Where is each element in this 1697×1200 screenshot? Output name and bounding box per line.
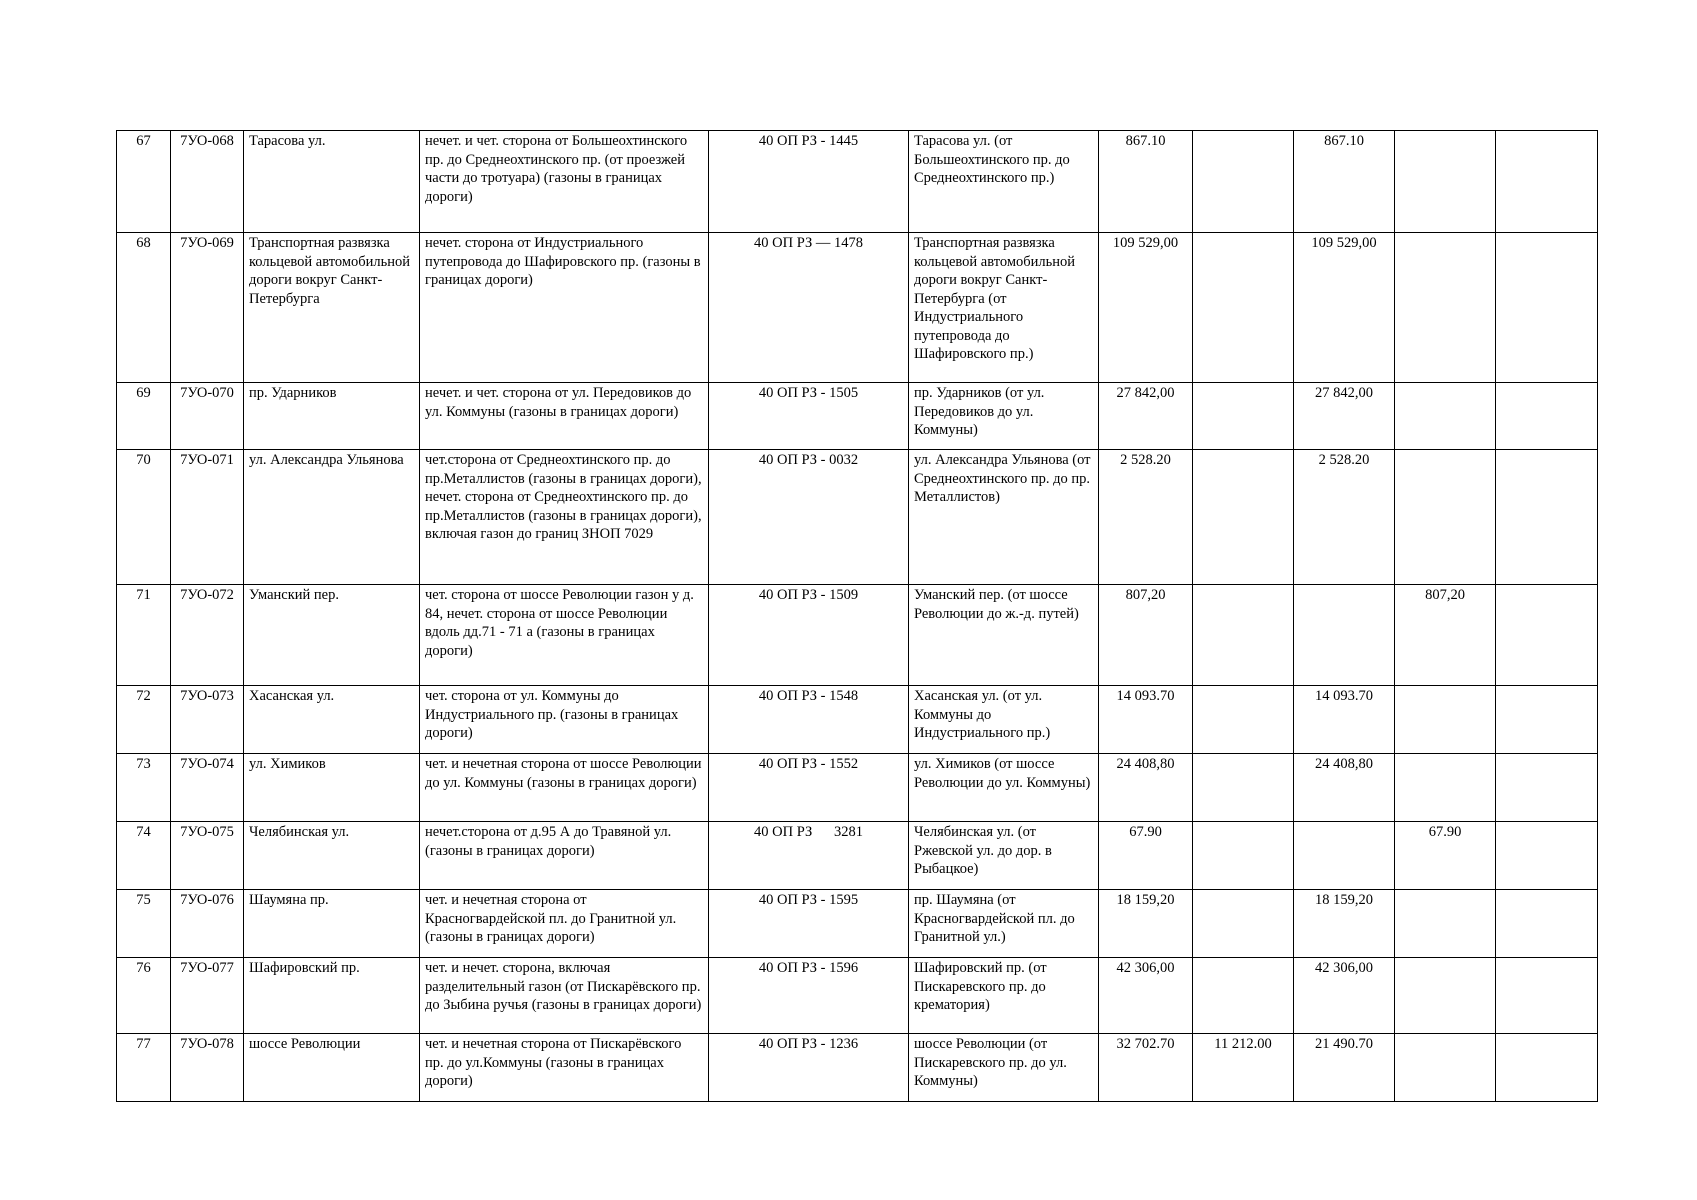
street-name: ул. Химиков [244,754,420,822]
table-row [117,958,1598,1034]
road-registry-number: 40 ОП РЗ - 1509 [709,585,909,686]
area-col-1: 11 212.00 [1193,1034,1294,1102]
area-col-2 [1294,585,1395,686]
table-row [117,383,1598,450]
table-row [117,233,1598,383]
row-number: 71 [117,585,171,686]
area-col-2: 27 842,00 [1294,383,1395,450]
row-number: 72 [117,686,171,754]
road-registry-number: 40 ОП РЗ - 1505 [709,383,909,450]
object-code: 7УО-075 [171,822,244,890]
area-col-2 [1294,822,1395,890]
street-name: Шафировский пр. [244,958,420,1034]
road-registry-number: 40 ОП РЗ - 1236 [709,1034,909,1102]
table-row [117,686,1598,754]
section-description: чет. и нечетная сторона от шоссе Революции до ул. Коммуны (газоны в границах дороги) [420,754,709,822]
road-registry-number: 40 ОП РЗ - 1445 [709,131,909,233]
street-name: Шаумяна пр. [244,890,420,958]
total-area: 2 528.20 [1099,450,1193,585]
total-area: 42 306,00 [1099,958,1193,1034]
object-code: 7УО-078 [171,1034,244,1102]
total-area: 807,20 [1099,585,1193,686]
total-area: 27 842,00 [1099,383,1193,450]
table-row [117,822,1598,890]
row-number: 70 [117,450,171,585]
section-description: нечет.сторона от д.95 А до Травяной ул.(газоны в границах дороги) [420,822,709,890]
area-col-4 [1496,958,1598,1034]
area-col-3 [1395,890,1496,958]
section-description: чет. и нечетная сторона от Пискарёвского пр. до ул.Коммуны (газоны в границах дороги) [420,1034,709,1102]
total-area: 67.90 [1099,822,1193,890]
area-col-3 [1395,754,1496,822]
area-col-1 [1193,131,1294,233]
street-name: Хасанская ул. [244,686,420,754]
road-name: пр. Шаумяна (от Красногвардейской пл. до Гранитной ул.) [909,890,1099,958]
area-col-1 [1193,958,1294,1034]
road-registry-number: 40 ОП РЗ - 1596 [709,958,909,1034]
road-name: шоссе Революции (от Пискаревского пр. до ул. Коммуны) [909,1034,1099,1102]
row-number: 76 [117,958,171,1034]
area-col-2: 2 528.20 [1294,450,1395,585]
street-name: Тарасова ул. [244,131,420,233]
road-registry-number: 40 ОП РЗ - 0032 [709,450,909,585]
section-description: чет. сторона от шоссе Революции газон у д. 84, нечет. сторона от шоссе Революции вдоль дд.71 - 71 а (газоны в границах дороги) [420,585,709,686]
road-name: Челябинская ул. (от Ржевской ул. до дор. в Рыбацкое) [909,822,1099,890]
table-row [117,890,1598,958]
row-number: 69 [117,383,171,450]
area-col-4 [1496,1034,1598,1102]
road-registry-number: 40 ОП РЗ — 1478 [709,233,909,383]
object-code: 7УО-073 [171,686,244,754]
total-area: 18 159,20 [1099,890,1193,958]
object-code: 7УО-076 [171,890,244,958]
area-col-4 [1496,585,1598,686]
row-number: 77 [117,1034,171,1102]
section-description: чет. и нечет. сторона, включая разделительный газон (от Пискарёвского пр. до Зыбина ручья (газоны в границах дороги) [420,958,709,1034]
area-col-4 [1496,686,1598,754]
road-registry-number: 40 ОП РЗ 3281 [709,822,909,890]
total-area: 24 408,80 [1099,754,1193,822]
area-col-2: 42 306,00 [1294,958,1395,1034]
road-name: ул. Александра Ульянова (от Среднеохтинского пр. до пр. Металлистов) [909,450,1099,585]
section-description: нечет. и чет. сторона от Большеохтинского пр. до Среднеохтинского пр. (от проезжей части до тротуара) (газоны в границах дороги) [420,131,709,233]
row-number: 67 [117,131,171,233]
area-col-4 [1496,383,1598,450]
road-name: пр. Ударников (от ул. Передовиков до ул. Коммуны) [909,383,1099,450]
road-registry-number: 40 ОП РЗ - 1595 [709,890,909,958]
area-col-3: 67.90 [1395,822,1496,890]
table-row [117,1034,1598,1102]
area-col-3 [1395,131,1496,233]
area-col-2: 21 490.70 [1294,1034,1395,1102]
area-col-4 [1496,450,1598,585]
area-col-1 [1193,822,1294,890]
row-number: 73 [117,754,171,822]
section-description: чет. сторона от ул. Коммуны до Индустриального пр. (газоны в границах дороги) [420,686,709,754]
area-col-1 [1193,233,1294,383]
area-col-4 [1496,233,1598,383]
row-number: 68 [117,233,171,383]
area-col-1 [1193,585,1294,686]
section-description: чет.сторона от Среднеохтинского пр. до пр.Металлистов (газоны в границах дороги), нечет. сторона от Среднеохтинского пр. до пр.Металлистов (газоны в границах дороги), включая газон до границ ЗНОП 7029 [420,450,709,585]
area-col-3 [1395,1034,1496,1102]
area-col-3: 807,20 [1395,585,1496,686]
road-name: Шафировский пр. (от Пискаревского пр. до крематория) [909,958,1099,1034]
table-row [117,754,1598,822]
area-col-3 [1395,958,1496,1034]
area-col-1 [1193,383,1294,450]
table-row [117,585,1598,686]
object-code: 7УО-074 [171,754,244,822]
street-name: пр. Ударников [244,383,420,450]
road-name: Уманский пер. (от шоссе Революции до ж.-д. путей) [909,585,1099,686]
total-area: 867.10 [1099,131,1193,233]
row-number: 75 [117,890,171,958]
area-col-1 [1193,686,1294,754]
object-code: 7УО-070 [171,383,244,450]
roads-table [116,130,1598,1102]
total-area: 32 702.70 [1099,1034,1193,1102]
area-col-2: 14 093.70 [1294,686,1395,754]
section-description: чет. и нечетная сторона от Красногвардейской пл. до Гранитной ул. (газоны в границах дороги) [420,890,709,958]
object-code: 7УО-071 [171,450,244,585]
row-number: 74 [117,822,171,890]
object-code: 7УО-068 [171,131,244,233]
street-name: шоссе Революции [244,1034,420,1102]
street-name: Челябинская ул. [244,822,420,890]
area-col-3 [1395,233,1496,383]
area-col-2: 24 408,80 [1294,754,1395,822]
total-area: 109 529,00 [1099,233,1193,383]
area-col-1 [1193,754,1294,822]
area-col-3 [1395,383,1496,450]
road-registry-number: 40 ОП РЗ - 1548 [709,686,909,754]
area-col-3 [1395,686,1496,754]
section-description: нечет. сторона от Индустриального путепровода до Шафировского пр. (газоны в границах дороги) [420,233,709,383]
section-description: нечет. и чет. сторона от ул. Передовиков до ул. Коммуны (газоны в границах дороги) [420,383,709,450]
area-col-2: 867.10 [1294,131,1395,233]
street-name: Транспортная развязка кольцевой автомобильной дороги вокруг Санкт-Петербурга [244,233,420,383]
area-col-4 [1496,890,1598,958]
total-area: 14 093.70 [1099,686,1193,754]
area-col-2: 109 529,00 [1294,233,1395,383]
area-col-4 [1496,131,1598,233]
area-col-4 [1496,822,1598,890]
road-registry-number: 40 ОП РЗ - 1552 [709,754,909,822]
road-name: Транспортная развязка кольцевой автомобильной дороги вокруг Санкт-Петербурга (от Индустриального путепровода до Шафировского пр.) [909,233,1099,383]
area-col-1 [1193,890,1294,958]
road-name: Хасанская ул. (от ул. Коммуны до Индустриального пр.) [909,686,1099,754]
area-col-1 [1193,450,1294,585]
object-code: 7УО-069 [171,233,244,383]
street-name: Уманский пер. [244,585,420,686]
area-col-2: 18 159,20 [1294,890,1395,958]
street-name: ул. Александра Ульянова [244,450,420,585]
object-code: 7УО-072 [171,585,244,686]
table-row [117,131,1598,233]
road-name: Тарасова ул. (от Большеохтинского пр. до Среднеохтинского пр.) [909,131,1099,233]
road-name: ул. Химиков (от шоссе Революции до ул. Коммуны) [909,754,1099,822]
area-col-4 [1496,754,1598,822]
object-code: 7УО-077 [171,958,244,1034]
table-row [117,450,1598,585]
area-col-3 [1395,450,1496,585]
